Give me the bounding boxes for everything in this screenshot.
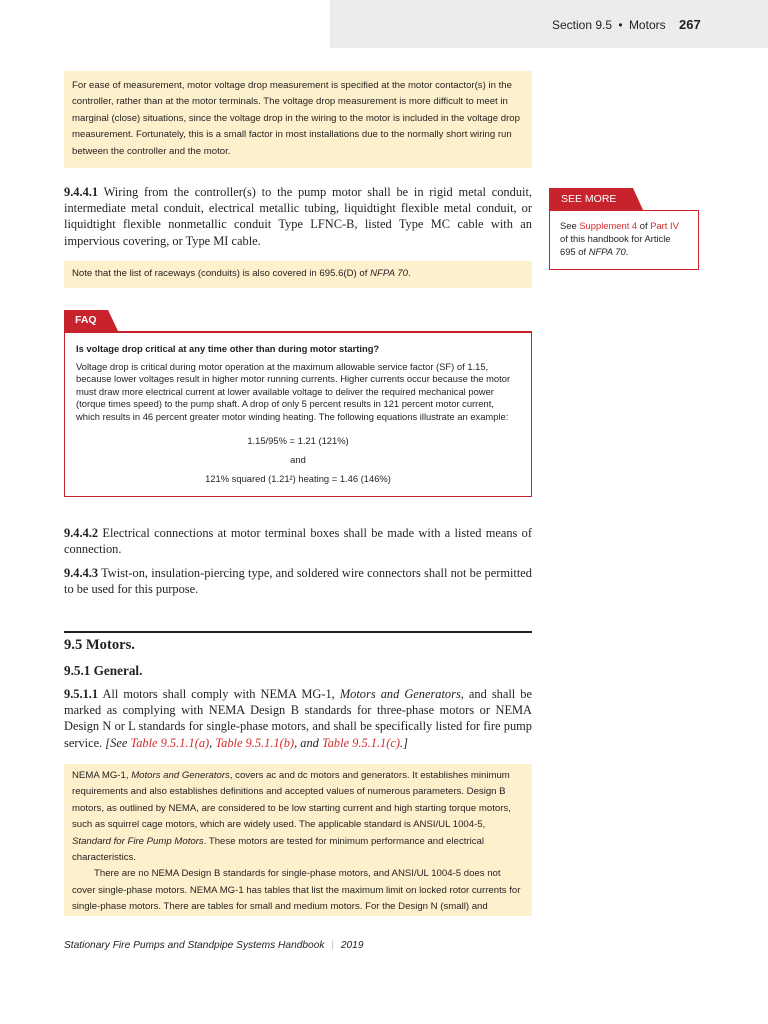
paragraph-number: 9.4.4.3: [64, 566, 99, 580]
section-heading: 9.5 Motors.: [64, 637, 135, 653]
commentary-p1-title: Motors and Generators: [131, 770, 230, 781]
mg1-title: Motors and Generators: [339, 687, 461, 701]
faq-tab: [64, 310, 108, 331]
commentary-paragraph-2: There are no NEMA Design B standards for single-phase motors, and ANSI/UL 1004-5 does not cover single-phase motors. NEMA MG-1 has tables that list the maximum limit on locked rotor currents for single-phase motors. There are tables for small and medium motors. For the Design N (small) and: [72, 868, 521, 913]
faq-equation-2: 121% squared (1.21²) heating = 1.46 (146%): [205, 472, 391, 484]
faq-label: FAQ: [75, 314, 97, 326]
faq-equations: [76, 432, 520, 487]
paragraph-number: 9.4.4.1: [64, 185, 99, 199]
table-link-a[interactable]: Table 9.5.1.1(a): [130, 735, 210, 750]
running-head-title: Motors: [628, 18, 666, 32]
see-more-of2: of: [560, 233, 568, 245]
footer: [64, 940, 364, 951]
see-more-end: .: [625, 246, 629, 258]
faq-equation-1: 1.15/95% = 1.21 (121%): [247, 434, 349, 446]
paragraph-number: 9.5.1.1: [64, 687, 99, 701]
see-more-box: [549, 210, 699, 270]
footer-book-title: Stationary Fire Pumps and Standpipe Systems Handbook: [64, 940, 325, 951]
commentary-p1-a: NEMA MG-1,: [72, 770, 129, 781]
running-head-bullet: •: [618, 18, 623, 32]
faq-box: [64, 331, 532, 497]
see-more-tab: [549, 188, 633, 210]
table-link-b[interactable]: Table 9.5.1.1(b): [215, 735, 295, 750]
see-more-nfpa: NFPA 70: [588, 246, 626, 258]
running-head: [552, 18, 702, 34]
footer-separator: |: [331, 940, 334, 951]
paragraph-text-a: All motors shall comply with NEMA MG-1,: [102, 687, 335, 701]
commentary-text: For ease of measurement, motor voltage drop measurement is specified at the motor contactor(s) in the controller, rather than at the motor terminals. The voltage drop measurement is more difficult to meet in marginal (close) situations, since the voltage drop in the wiring to the motor is included in the voltage drop measurement. Fortunately, this is a small factor in most installations due to the normally short wiring run between the controller and the motor.: [72, 80, 520, 157]
paragraph-9-4-4-1: [64, 184, 532, 249]
see-more-see: See: [560, 220, 577, 231]
faq-answer: Voltage drop is critical during motor operation at the maximum allowable service factor (SF) of 1.15, because lower voltages result in higher motor running currents. Higher currents occur because the motor must draw more electrical current at lower available voltage to deliver the required mechanical power (torque times speed) to the pump shaft. A drop of only 5 percent results in 121 percent motor current, which results in 46 percent greater motor winding heating. The following equations illustrate an example:: [76, 360, 511, 422]
supplement-link[interactable]: Supplement 4: [579, 220, 638, 231]
subsection-heading: 9.5.1 General.: [64, 663, 143, 678]
paragraph-9-4-4-3: [64, 565, 532, 597]
commentary-nema-mg1: [64, 764, 532, 916]
commentary-nfpa: NFPA 70: [370, 268, 408, 279]
part-link[interactable]: Part IV: [650, 220, 679, 231]
paragraph-text: Electrical connections at motor terminal boxes shall be made with a listed means of connection.: [64, 526, 532, 557]
commentary-text: Note that the list of raceways (conduits) is also covered in 695.6(D) of: [72, 268, 368, 279]
paragraph-number: 9.4.4.2: [64, 526, 99, 540]
header-shade: [330, 0, 768, 48]
commentary-raceways-note: [64, 261, 532, 288]
page-number: 267: [679, 17, 701, 32]
faq-equation-and: and: [290, 453, 306, 465]
footer-year: 2019: [340, 940, 364, 951]
see-more-of: of: [639, 220, 648, 231]
faq-question: Is voltage drop critical at any time other than during motor starting?: [76, 343, 380, 354]
close-bracket: .]: [400, 735, 408, 750]
comma: ,: [209, 735, 213, 750]
header-diagonal: [290, 0, 330, 48]
paragraph-9-4-4-2: [64, 525, 532, 557]
running-head-section: Section 9.5: [552, 18, 613, 32]
commentary-paragraph-1: [72, 768, 524, 866]
see-bracket: [See: [105, 735, 128, 750]
commentary-end: .: [407, 268, 411, 279]
commentary-voltage-drop-measurement: [64, 71, 532, 168]
commentary-p1-b: , covers ac and dc motors and generators. It establishes minimum requirements and also establishes definitions and accepted values of numerous parameters. Design B motors, as outlined by NEMA, are considered to be low starting current and high starting torque motors, such as squirrel cage motors, which are widely used. The applicable standard is ANSI/UL 1004-5,: [72, 770, 511, 831]
paragraph-text: Wiring from the controller(s) to the pump motor shall be in rigid metal conduit, intermediate metal conduit, electrical metallic tubing, liquidtight flexible metal conduit, or liquidtight flexible nonmetallic conduit Type LFNC-B, listed Type MC cable with an impervious covering, or Type MI cable.: [64, 185, 532, 248]
section-rule: [64, 631, 532, 633]
see-more-rest: this handbook for Article 695 of: [560, 233, 671, 258]
commentary-p1-std: Standard for Fire Pump Motors: [72, 835, 204, 847]
see-more-label: SEE MORE: [561, 193, 617, 205]
paragraph-text-b: , and shall be marked as complying with NEMA Design B standards for three-phase motors or NEMA Design N or L standards for single-phase motors, and shall be specifically listed for fire pump service.: [64, 687, 532, 750]
paragraph-text: Twist-on, insulation-piercing type, and soldered wire connectors shall not be permitted to be used for this purpose.: [64, 566, 532, 597]
commentary-p1-c: . These motors are tested for minimum performance and electrical characteristics.: [72, 835, 484, 864]
and-text: , and: [294, 735, 319, 750]
table-link-c[interactable]: Table 9.5.1.1(c): [321, 735, 400, 750]
paragraph-9-5-1-1: [64, 686, 532, 751]
